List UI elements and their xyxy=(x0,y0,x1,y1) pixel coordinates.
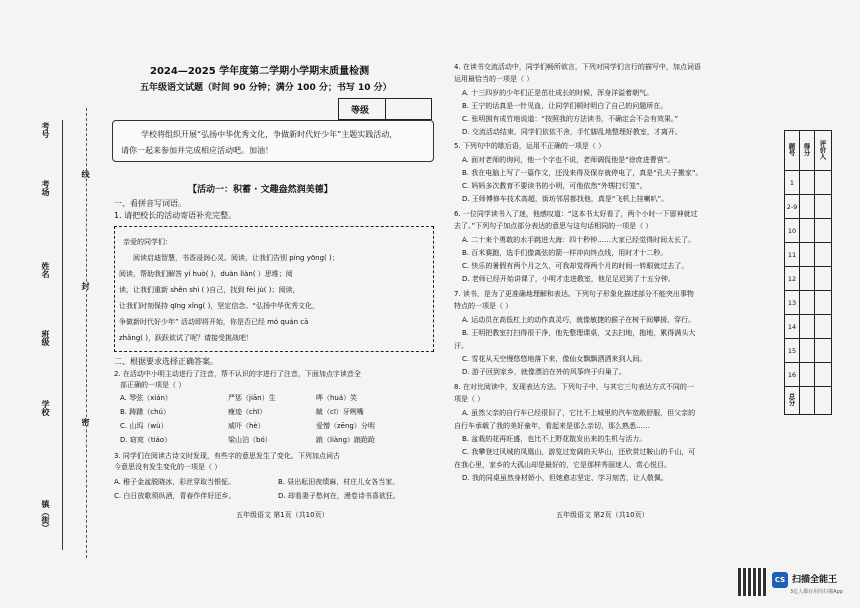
letter-line: 亲爱的同学们： xyxy=(123,238,172,246)
question-2: 部正确的一项是（ ） xyxy=(120,381,186,389)
q2-option-a: 哗（huá）笑 xyxy=(316,394,358,402)
q8-option-c-cont: 在我心里，家乡的大孤山却是最好的，它是那样秀丽迷人、赏心悦目。 xyxy=(454,461,671,469)
letter-line: 阅读，帮助我们解答 yí huò( )，duàn liàn( ）思维；阅 xyxy=(119,270,293,278)
question-5: 5. 下列句中的歇后语，运用不正确的一项是（ ） xyxy=(454,142,606,150)
exam-room-label: 考场 xyxy=(41,180,50,196)
question-8: 8. 在对比阅读中，发现表达方法。下列句子中，与其它三句表达方式不同的一 xyxy=(454,383,694,391)
section2-heading: 二、根据要求选择正确答案。 xyxy=(114,357,218,366)
grade-label: 等级 xyxy=(351,106,370,116)
q2-option-a: A. 琴弦（xián） xyxy=(120,394,172,402)
score-row-label: 16 xyxy=(785,363,800,387)
activity1-title: 【活动一：积蓄 · 文趣盎然润美德】 xyxy=(188,185,333,195)
q8-option-d: D. 我的同桌虽然身材娇小，但她愈志坚定、学习刻苦，让人敬佩。 xyxy=(462,474,668,482)
q7-option-b-cont: 汗。 xyxy=(454,342,468,350)
question-4: 运用最恰当的一项是（ ） xyxy=(454,75,534,83)
question-7: 7. 读书，是为了更准确地理解和表达。下列句子形象化描述部分不能突出事物 xyxy=(454,290,694,298)
score-table xyxy=(784,130,832,415)
intro-line-2: 请你一起来参加并完成相应活动吧。加油！ xyxy=(121,146,273,155)
question-8: 项是（ ） xyxy=(454,395,485,403)
question-7: 特点的一项是（ ） xyxy=(454,302,513,310)
score-header: 得分 xyxy=(800,131,815,171)
grade-box xyxy=(338,98,432,120)
question-1: 1. 请把校长的活动寄语补充完整。 xyxy=(114,211,237,220)
q4-option-a: A. 十三四岁的少年们正是茁壮成长的时候，浑身洋溢着朝气。 xyxy=(462,89,654,97)
scanner-tagline: 3亿人都在用的扫描App xyxy=(790,589,843,595)
exam-number-label: 考号 xyxy=(41,122,50,138)
score-row-label: 总分 xyxy=(785,387,800,415)
score-row-label: 14 xyxy=(785,315,800,339)
section1-heading: 一、看拼音写词语。 xyxy=(114,199,186,208)
score-row-label: 10 xyxy=(785,219,800,243)
school-label: 学校 xyxy=(41,400,50,416)
q8-option-a: A. 虽然父亲的自行车已经很旧了，它比不上城里的汽车宽敞舒服，但父亲的 xyxy=(462,409,696,417)
q3-option-c: C. 白日放歌须纵酒，青春作伴好还乡。 xyxy=(114,492,236,500)
q6-option-c: C. 快乐的暑假有两个月之久，可我却觉得两个月的时间一转眼就过去了。 xyxy=(462,262,689,270)
q5-option-c: C. 妈妈多次教育不要读书的小明，可他依然“外甥打灯笼”。 xyxy=(462,182,647,190)
question-3: 3. 同学们在阅读古诗文时发现，有些字的意思发生了变化。下列加点词古 xyxy=(114,452,340,460)
q2-option-d: 梁山泊（bó） xyxy=(228,436,272,444)
q2-option-d: 踉（liàng）踉跄跄 xyxy=(316,436,376,444)
question-3: 今意思没有发生变化的一项是（ ） xyxy=(114,463,222,471)
seal-mark-feng: 封 xyxy=(81,282,90,290)
qr-code xyxy=(738,568,766,596)
q5-option-b: B. 我在电脑上写了一篇作文，还没来得及保存就停电了，真是“孔夫子搬家”。 xyxy=(462,169,703,177)
q8-option-c: C. 我攀登过风城的凤凰山，游览过宽阔的天华山，还欣赏过鞍山的千山，可 xyxy=(462,448,696,456)
seal-mark-mi: 密 xyxy=(81,418,90,426)
fill-line xyxy=(62,120,63,550)
q6-option-d: D. 老师已经开始讲课了，小明才走进教室，他足足迟到了十五分钟。 xyxy=(462,275,675,283)
q8-option-a-cont: 自行车承载了我的美好童年，看起来是那么亲切，那么熟悉…… xyxy=(454,422,650,430)
letter-line: 读，让我们重新 shěn shì ( )自己，找到 fèi jù( )；阅读， xyxy=(119,286,300,294)
letter-box xyxy=(114,226,434,352)
score-row-label: 11 xyxy=(785,243,800,267)
q4-option-d: D. 交流活动结束，同学们依依不舍，手忙脚乱地整理好教室，才离开。 xyxy=(462,128,682,136)
page-footer-2: 五年级语文 第2页（共10页） xyxy=(556,511,649,519)
q7-option-c: C. 雪花从天空慢悠悠地落下来，像仙女飘飘洒洒来到人间。 xyxy=(462,355,647,363)
score-row-label: 1 xyxy=(785,171,800,195)
intro-scroll xyxy=(112,120,434,162)
letter-line: 争做新时代好少年” 活动即将开始，你是否已经 mó quán cā xyxy=(119,318,309,326)
name-label: 姓名 xyxy=(41,262,50,278)
q2-option-c: 威吓（hè） xyxy=(228,422,265,430)
scanner-logo-icon: CS xyxy=(772,572,788,588)
q3-option-b: B. 昼出耘田夜绩麻，村庄儿女各当家。 xyxy=(278,478,400,486)
q6-option-b: B. 百米赛跑，选手们像离弦的箭一样冲向终点线，用时才十二秒。 xyxy=(462,249,668,257)
q4-option-b: B. 王宁的话真是一针见血，让同学们顿时明白了自己的问题所在。 xyxy=(462,102,668,110)
q5-option-d: D. 王师傅修车技术高超，街坊邻居都找他，真是“飞机上挂喇叭”。 xyxy=(462,195,669,203)
question-4: 4. 在读书交流活动中，同学们畅所欲言，下列对同学们言行的描写中，加点词语 xyxy=(454,63,701,71)
score-row-label: 2-9 xyxy=(785,195,800,219)
q7-option-d: D. 游子回到家乡，就像漂泊在外的风筝终于归巢了。 xyxy=(462,368,626,376)
class-label: 班级 xyxy=(41,330,50,346)
letter-line: 让我们时刻保持 qīng xǐng( )，坚定信念。“弘扬中华优秀文化， xyxy=(119,302,319,310)
q6-option-a: A. 二十来个勇敢的水手跳进大海：四十秒钟……大家已经觉得时间太长了。 xyxy=(462,236,696,244)
score-header: 评价人 xyxy=(815,131,832,171)
q2-option-b: 瘦迹（chī） xyxy=(228,408,267,416)
q7-option-a: A. 运动员在高低杠上的动作真灵巧，就像敏捷的猴子在树干间攀援、穿行。 xyxy=(462,316,696,324)
score-header: 题号 xyxy=(785,131,800,171)
question-6: 去了。”下列句子加点部分表达的意思与这句话相同的一项是（ ） xyxy=(454,222,653,230)
q2-option-a: 严惩（jiān）生 xyxy=(228,394,276,402)
q8-option-b: B. 盆栽的花再旺盛，也比不上野花散发出来的生机与活力。 xyxy=(462,435,647,443)
q2-option-b: 龇（cī）牙咧嘴 xyxy=(316,408,364,416)
q4-option-c: C. 张明拥有成竹地说道：“按照我的方法读书，不确定会不会有效果。” xyxy=(462,115,679,123)
intro-line-1: 学校将组织开展“弘扬中华优秀文化，争做新时代好少年”主题实践活动， xyxy=(141,130,398,139)
seal-mark-line: 线 xyxy=(81,170,90,178)
q3-option-a: A. 稚子金盆脱晓冰，彩丝穿取当银钲。 xyxy=(114,478,236,486)
town-label: 镇（街） xyxy=(41,500,50,532)
question-2: 2. 在活动中小明主动进行了注音，帮不认识的字进行了注音，下面加点字读音全 xyxy=(114,370,361,378)
scanner-brand: 扫描全能王 xyxy=(792,575,838,585)
q7-option-b: B. 王明把教室打扫得很干净，他先整理课桌，又去扫地，拖地，累得满头大 xyxy=(462,329,696,337)
page-footer-1: 五年级语文 第1页（共10页） xyxy=(236,511,329,519)
q2-option-d: D. 窈窕（tiáo） xyxy=(120,436,172,444)
page-title: 2024—2025 学年度第二学期小学期末质量检测 xyxy=(150,66,370,77)
q2-option-c: 爱憎（zēng）分明 xyxy=(316,422,375,430)
score-row-label: 12 xyxy=(785,267,800,291)
letter-line: zhǎng( )，跃跃欲试了呢？请接受挑战吧！ xyxy=(119,334,253,342)
question-6: 6. 一位同学读书入了迷，他感叹道：“这本书太好看了，两个小时一下留神就过 xyxy=(454,210,698,218)
score-row-label: 15 xyxy=(785,339,800,363)
q2-option-c: C. 山坞（wù） xyxy=(120,422,168,430)
q5-option-a: A. 面对老师的询问，他一个字也不说，老师调侃他是“徐庶进曹营”。 xyxy=(462,156,675,164)
letter-line: 阅读启迪智慧，书香浸润心灵。阅读，让我们告别 píng yōng( )； xyxy=(133,254,339,262)
exam-subtitle: 五年级语文试题（时间 90 分钟；满分 100 分；书写 10 分） xyxy=(140,83,392,93)
score-row-label: 13 xyxy=(785,291,800,315)
q3-option-d: D. 却看妻子愁何在，漫卷诗书喜欲狂。 xyxy=(278,492,400,500)
q2-option-b: B. 踌躇（chú） xyxy=(120,408,170,416)
